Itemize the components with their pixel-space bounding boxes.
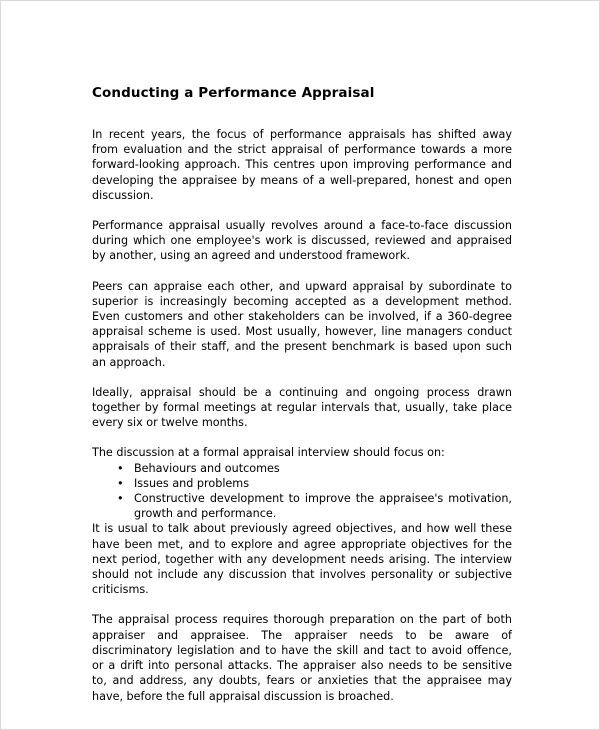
list-item <box>92 461 512 476</box>
paragraph-objectives-review: It is usual to talk about previously agreed objectives, and how well these have been met, and to explore and agree appropriate objectives for the next period, together with any development needs arising. The interview should not include any discussion that involves personality or subjective criticisms. <box>92 522 512 597</box>
list-item-label: Behaviours and outcomes <box>134 461 280 475</box>
list-item-label: Issues and problems <box>134 476 250 490</box>
list-item <box>92 491 512 521</box>
list-item <box>92 476 512 491</box>
page-title: Conducting a Performance Appraisal <box>92 85 375 101</box>
paragraph-ongoing-process: Ideally, appraisal should be a continuing and ongoing process drawn together by formal meetings at regular intervals that, usually, take place every six or twelve months. <box>92 385 512 430</box>
paragraph-preparation: The appraisal process requires thorough preparation on the part of both appraiser and appraisee. The appraiser needs to be aware of discriminatory legislation and to have the skill and tact to avoid offence, or a drift into personal attacks. The appraiser also needs to be sensitive to, and address, any doubts, fears or anxieties that the appraisee may have, before the full appraisal discussion is broached. <box>92 613 512 703</box>
paragraph-intro: In recent years, the focus of performance appraisals has shifted away from evaluation and the strict appraisal of performance towards a more forward-looking approach. This centres upon improving performance and developing the appraisee by means of a well-prepared, honest and open discussion. <box>92 128 512 202</box>
focus-points-list <box>92 461 512 522</box>
bullet-point-icon: • <box>117 492 124 506</box>
list-item-label: Constructive development to improve the appraisee's motivation, growth and performance. <box>134 492 512 521</box>
focus-list-lead-in: The discussion at a formal appraisal interview should focus on: <box>92 446 445 460</box>
bullet-point-icon: • <box>117 461 124 475</box>
bullet-point-icon: • <box>117 476 124 490</box>
document-body <box>92 85 512 719</box>
paragraph-peer-appraisal: Peers can appraise each other, and upward appraisal by subordinate to superior is increasingly becoming accepted as a development method. Even customers and other stakeholders can be involved, if a 360-degree appraisal scheme is used. Most usually, however, line managers conduct appraisals of their staff, and the present benchmark is based upon such an approach. <box>92 279 512 369</box>
paragraph-appraisal-discussion: Performance appraisal usually revolves around a face-to-face discussion during which one employee's work is discussed, reviewed and appraised by another, using an agreed and understood framework. <box>92 219 512 263</box>
